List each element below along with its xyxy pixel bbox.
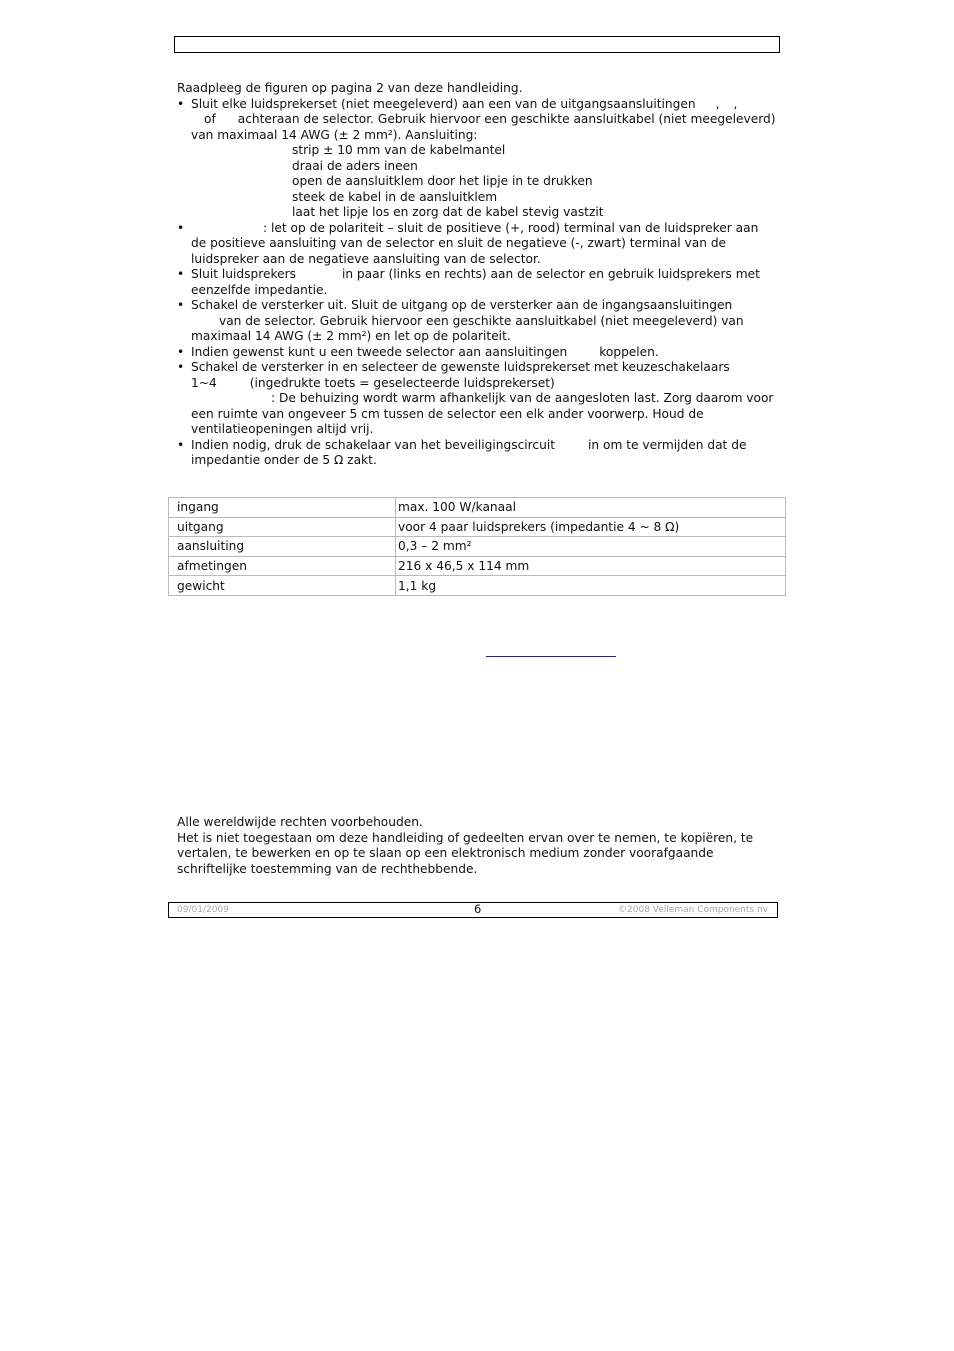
step-text: Indien nodig, druk de schakelaar van het beveiligingscircuit: [191, 437, 556, 452]
connection-substeps: [191, 143, 777, 221]
spec-value: 216 x 46,5 x 114 mm: [396, 556, 786, 576]
step-text: van de selector. Gebruik hiervoor een geschikte aansluitkabel (niet meegeleverd) van maximaal 14 AWG (± 2 mm²) en let op de polariteit.: [191, 313, 744, 343]
spec-value: 1,1 kg: [396, 576, 786, 596]
step-select-speakers: [177, 360, 777, 391]
spec-value: 0,3 – 2 mm²: [396, 537, 786, 557]
step-text: koppelen.: [599, 344, 659, 359]
table-row: [169, 556, 786, 576]
spec-label: gewicht: [169, 576, 396, 596]
step-text: achteraan de selector. Gebruik hiervoor een geschikte aansluitkabel (niet meegeleverd) van maximaal 14 AWG (± 2 mm²). Aansluiting:: [191, 112, 776, 142]
step-text: : let op de polariteit – sluit de positieve (+, rood) terminal van de luidspreker aan de positieve aansluiting van de selector en sluit de negatieve (-, zwart) terminal van de luidspreker aan de negatieve aansluiting van de selector.: [191, 220, 759, 266]
step-amplifier-input: [177, 298, 777, 345]
step-text: Sluit elke luidsprekerset (niet meegeleverd) aan een van de uitgangsaansluitingen: [191, 96, 696, 111]
instructions-section: [177, 81, 777, 469]
spec-value: max. 100 W/kanaal: [396, 498, 786, 518]
page-number: 6: [474, 902, 482, 916]
step-polarity: [177, 221, 777, 268]
step-text: 1~4: [191, 375, 217, 390]
step-text: (ingedrukte toets = geselecteerde luidsprekerset): [249, 375, 555, 390]
separator: ,: [733, 96, 738, 111]
step-text: Schakel de versterker uit. Sluit de uitgang op de versterker aan de ingangsaansluitingen: [191, 298, 733, 312]
step-text: in paar (links en rechts) aan de selector en gebruik luidsprekers met eenzelfde impedantie.: [191, 267, 760, 297]
header-box: [174, 36, 780, 53]
step-speaker-pairs: [177, 267, 777, 298]
substep: steek de kabel in de aansluitklem: [292, 189, 498, 204]
rights-line: Alle wereldwijde rechten voorbehouden.: [177, 815, 423, 829]
table-row: [169, 498, 786, 518]
separator: ,: [715, 96, 720, 111]
table-row: [169, 537, 786, 557]
spec-label: aansluiting: [169, 537, 396, 557]
substep: open de aansluitklem door het lipje in te drukken: [292, 174, 593, 188]
step-text: in om te vermijden dat de impedantie onder de 5 Ω zakt.: [191, 437, 747, 467]
step-text: Schakel de versterker in en selecteer de gewenste luidsprekerset met keuzeschakelaars: [191, 360, 730, 374]
step-text: Indien gewenst kunt u een tweede selector aan aansluitingen: [191, 344, 568, 359]
step-text: Sluit luidsprekers: [191, 267, 296, 281]
step-protection-circuit: [177, 438, 777, 469]
spec-label: afmetingen: [169, 556, 396, 576]
spec-label: ingang: [169, 498, 396, 518]
heat-note: [177, 391, 777, 438]
spec-label: uitgang: [169, 517, 396, 537]
table-row: [169, 576, 786, 596]
substep: draai de aders ineen: [292, 158, 418, 173]
intro-text: Raadpleeg de figuren op pagina 2 van deze handleiding.: [177, 81, 523, 95]
step-second-selector: [177, 345, 777, 361]
footer-copyright: ©2008 Velleman Components nv: [618, 905, 768, 915]
steps-list-continued: [177, 438, 777, 469]
table-row: [169, 517, 786, 537]
steps-list: [177, 97, 777, 392]
rights-paragraph: Het is niet toegestaan om deze handleiding of gedeelten ervan over te nemen, te kopiëren, te vertalen, te bewerken en op te slaan op een elektronisch medium zonder voorafgaande schriftelijke toestemming van de rechthebbende.: [177, 830, 754, 876]
substep: strip ± 10 mm van de kabelmantel: [292, 143, 506, 157]
specifications-table: [168, 497, 786, 596]
page-footer: [168, 902, 778, 918]
step-connect-speakers: [177, 97, 777, 221]
step-text: of: [204, 112, 216, 126]
footer-date: 09/01/2009: [177, 905, 229, 915]
spec-value: voor 4 paar luidsprekers (impedantie 4 ~ 8 Ω): [396, 517, 786, 537]
link-underline[interactable]: [486, 656, 616, 657]
note-text: : De behuizing wordt warm afhankelijk van de aangesloten last. Zorg daarom voor een ruimte van ongeveer 5 cm tussen de selector een elk ander voorwerp. Houd de ventilatieopeningen altijd vrij.: [191, 391, 774, 436]
substep: laat het lipje los en zorg dat de kabel stevig vastzit: [292, 205, 604, 219]
rights-notice: [177, 815, 777, 877]
